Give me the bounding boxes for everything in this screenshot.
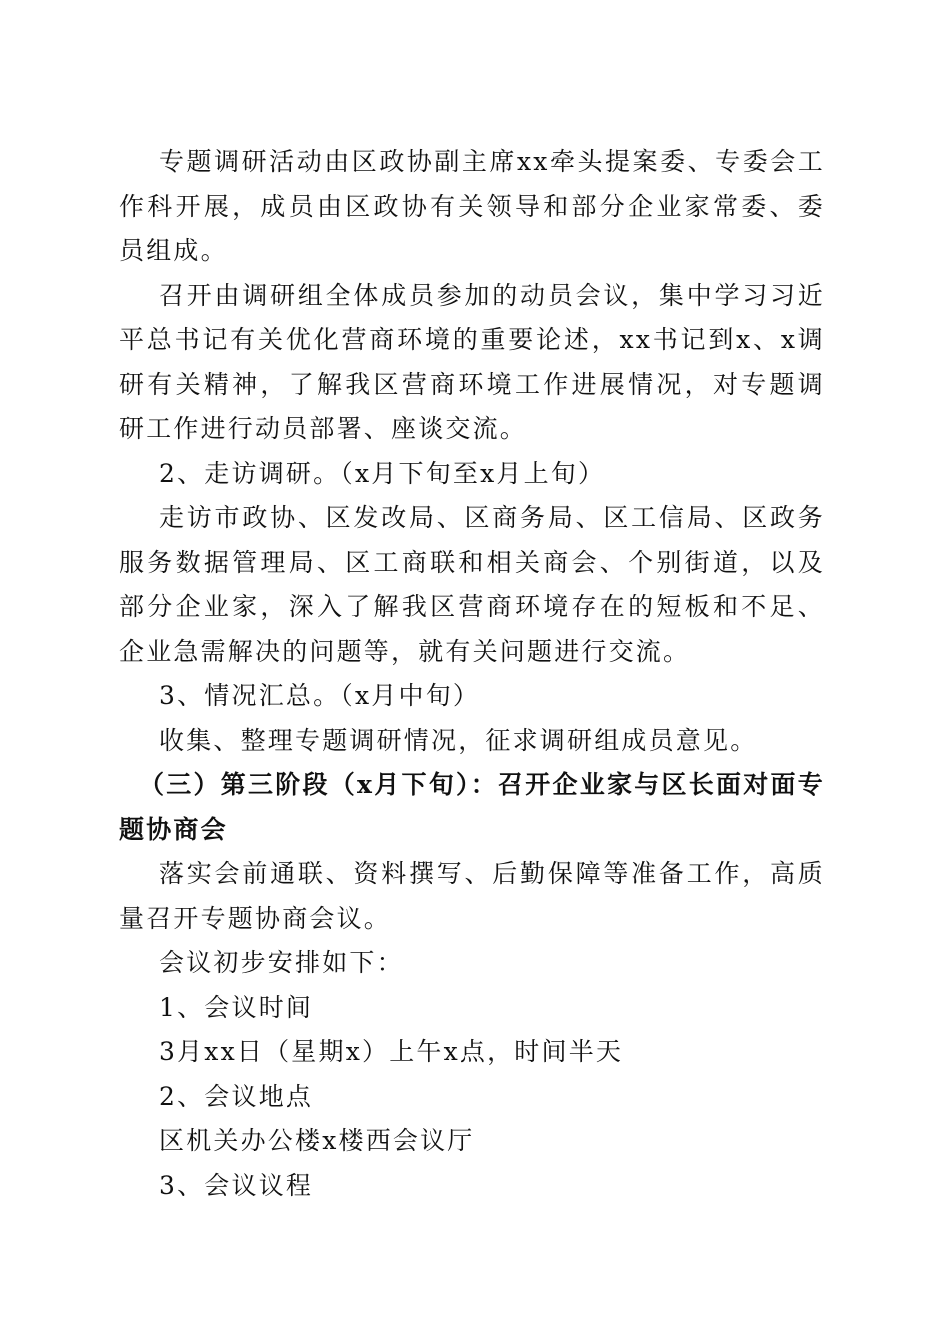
- heading-meeting-agenda: 3、会议议程: [159, 1170, 314, 1200]
- paragraph-research-organization: 专题调研活动由区政协副主席xx牵头提案委、专委会工作科开展，成员由区政协有关领导和部分企业家常委、委员组成。: [119, 147, 825, 265]
- paragraph-meeting-arrangement: 会议初步安排如下：: [159, 948, 404, 977]
- heading-third-stage: （三）第三阶段（x月下旬）：召开企业家与区长面对面专题协商会: [119, 770, 825, 844]
- heading-visit-research: 2、走访调研。（x月下旬至x月上旬）: [159, 458, 606, 488]
- paragraph-visit-research: 走访市政协、区发改局、区商务局、区工信局、区政务服务数据管理局、区工商联和相关商会、个别街道，以及部分企业家，深入了解我区营商环境存在的短板和不足、企业急需解决的问题等，就有关问题进行交流。: [119, 503, 825, 666]
- heading-summary: 3、情况汇总。（x月中旬）: [159, 681, 481, 710]
- paragraph-meeting-time: 3月xx日（星期x）上午x点，时间半天: [159, 1037, 624, 1066]
- paragraph-summary: 收集、整理专题调研情况，征求调研组成员意见。: [159, 725, 758, 755]
- heading-meeting-time: 1、会议时间: [159, 992, 314, 1022]
- paragraph-mobilization-meeting: 召开由调研组全体成员参加的动员会议，集中学习习近平总书记有关优化营商环境的重要论述，xx书记到x、x调研有关精神，了解我区营商环境工作进展情况，对专题调研工作进行动员部署、座谈交流。: [119, 280, 825, 443]
- paragraph-meeting-location: 区机关办公楼x楼西会议厅: [159, 1126, 475, 1155]
- paragraph-preparation: 落实会前通联、资料撰写、后勤保障等准备工作，高质量召开专题协商会议。: [119, 859, 825, 933]
- document-body: [119, 140, 825, 1208]
- heading-meeting-location: 2、会议地点: [159, 1081, 314, 1111]
